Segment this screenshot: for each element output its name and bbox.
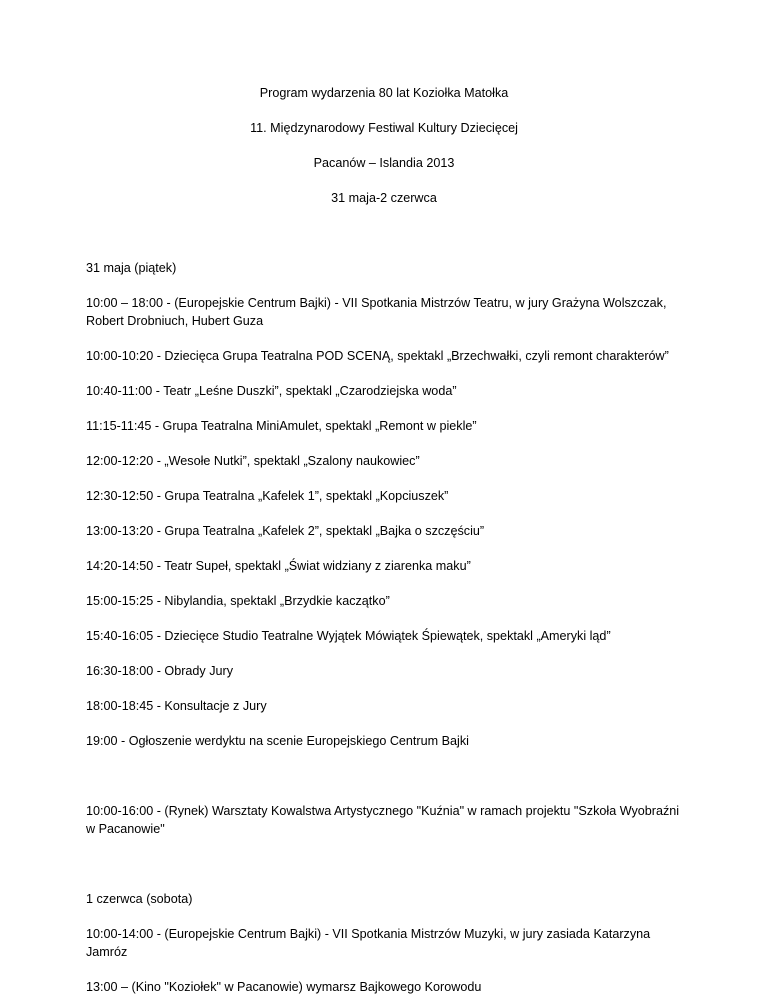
schedule-entry: 10:40-11:00 - Teatr „Leśne Duszki”, spektakl „Czarodziejska woda” [86, 384, 457, 398]
schedule-entry: 15:40-16:05 - Dziecięce Studio Teatralne Wyjątek Mówiątek Śpiewątek, spektakl „Ameryki ląd” [86, 629, 611, 643]
schedule-entry: 13:00 – (Kino "Koziołek" w Pacanowie) wymarsz Bajkowego Korowodu [86, 980, 482, 994]
schedule-entry: 16:30-18:00 - Obrady Jury [86, 664, 234, 678]
schedule-entry: 10:00-10:20 - Dziecięca Grupa Teatralna POD SCENĄ, spektakl „Brzechwałki, czyli remont charakterów” [86, 349, 669, 363]
schedule-entry: 12:30-12:50 - Grupa Teatralna „Kafelek 1”, spektakl „Kopciuszek” [86, 489, 449, 503]
festival-dates: 31 maja-2 czerwca [331, 191, 437, 205]
section-spacer [86, 767, 682, 802]
document-title: Program wydarzenia 80 lat Koziołka Matołka [259, 86, 509, 100]
schedule-entry: 10:00-14:00 - (Europejskie Centrum Bajki) - VII Spotkania Mistrzów Muzyki, w jury zasiada Katarzyna Jamróz [86, 927, 651, 959]
day-heading-friday: 31 maja (piątek) [86, 261, 177, 275]
section-spacer [86, 224, 682, 259]
schedule-entry: 13:00-13:20 - Grupa Teatralna „Kafelek 2”, spektakl „Bajka o szczęściu” [86, 524, 485, 538]
schedule-entry: 15:00-15:25 - Nibylandia, spektakl „Brzydkie kaczątko” [86, 594, 390, 608]
schedule-entry: 11:15-11:45 - Grupa Teatralna MiniAmulet, spektakl „Remont w piekle” [86, 419, 477, 433]
festival-location: Pacanów – Islandia 2013 [313, 156, 455, 170]
festival-name: 11. Międzynarodowy Festiwal Kultury Dziecięcej [250, 121, 518, 135]
schedule-entry: 10:00 – 18:00 - (Europejskie Centrum Bajki) - VII Spotkania Mistrzów Teatru, w jury Grażyna Wolszczak, Robert Drobniuch, Hubert Guza [86, 296, 667, 328]
schedule-entry: 19:00 - Ogłoszenie werdyktu na scenie Europejskiego Centrum Bajki [86, 734, 469, 748]
schedule-entry: 12:00-12:20 - „Wesołe Nutki”, spektakl „Szalony naukowiec” [86, 454, 420, 468]
day-heading-saturday: 1 czerwca (sobota) [86, 892, 193, 906]
workshop-entry: 10:00-16:00 - (Rynek) Warsztaty Kowalstwa Artystycznego "Kuźnia" w ramach projektu "Szkoła Wyobraźni w Pacanowie" [86, 804, 680, 836]
section-spacer [86, 855, 682, 890]
schedule-entry: 14:20-14:50 - Teatr Supeł, spektakl „Świat widziany z ziarenka maku” [86, 559, 471, 573]
schedule-entry: 18:00-18:45 - Konsultacje z Jury [86, 699, 267, 713]
